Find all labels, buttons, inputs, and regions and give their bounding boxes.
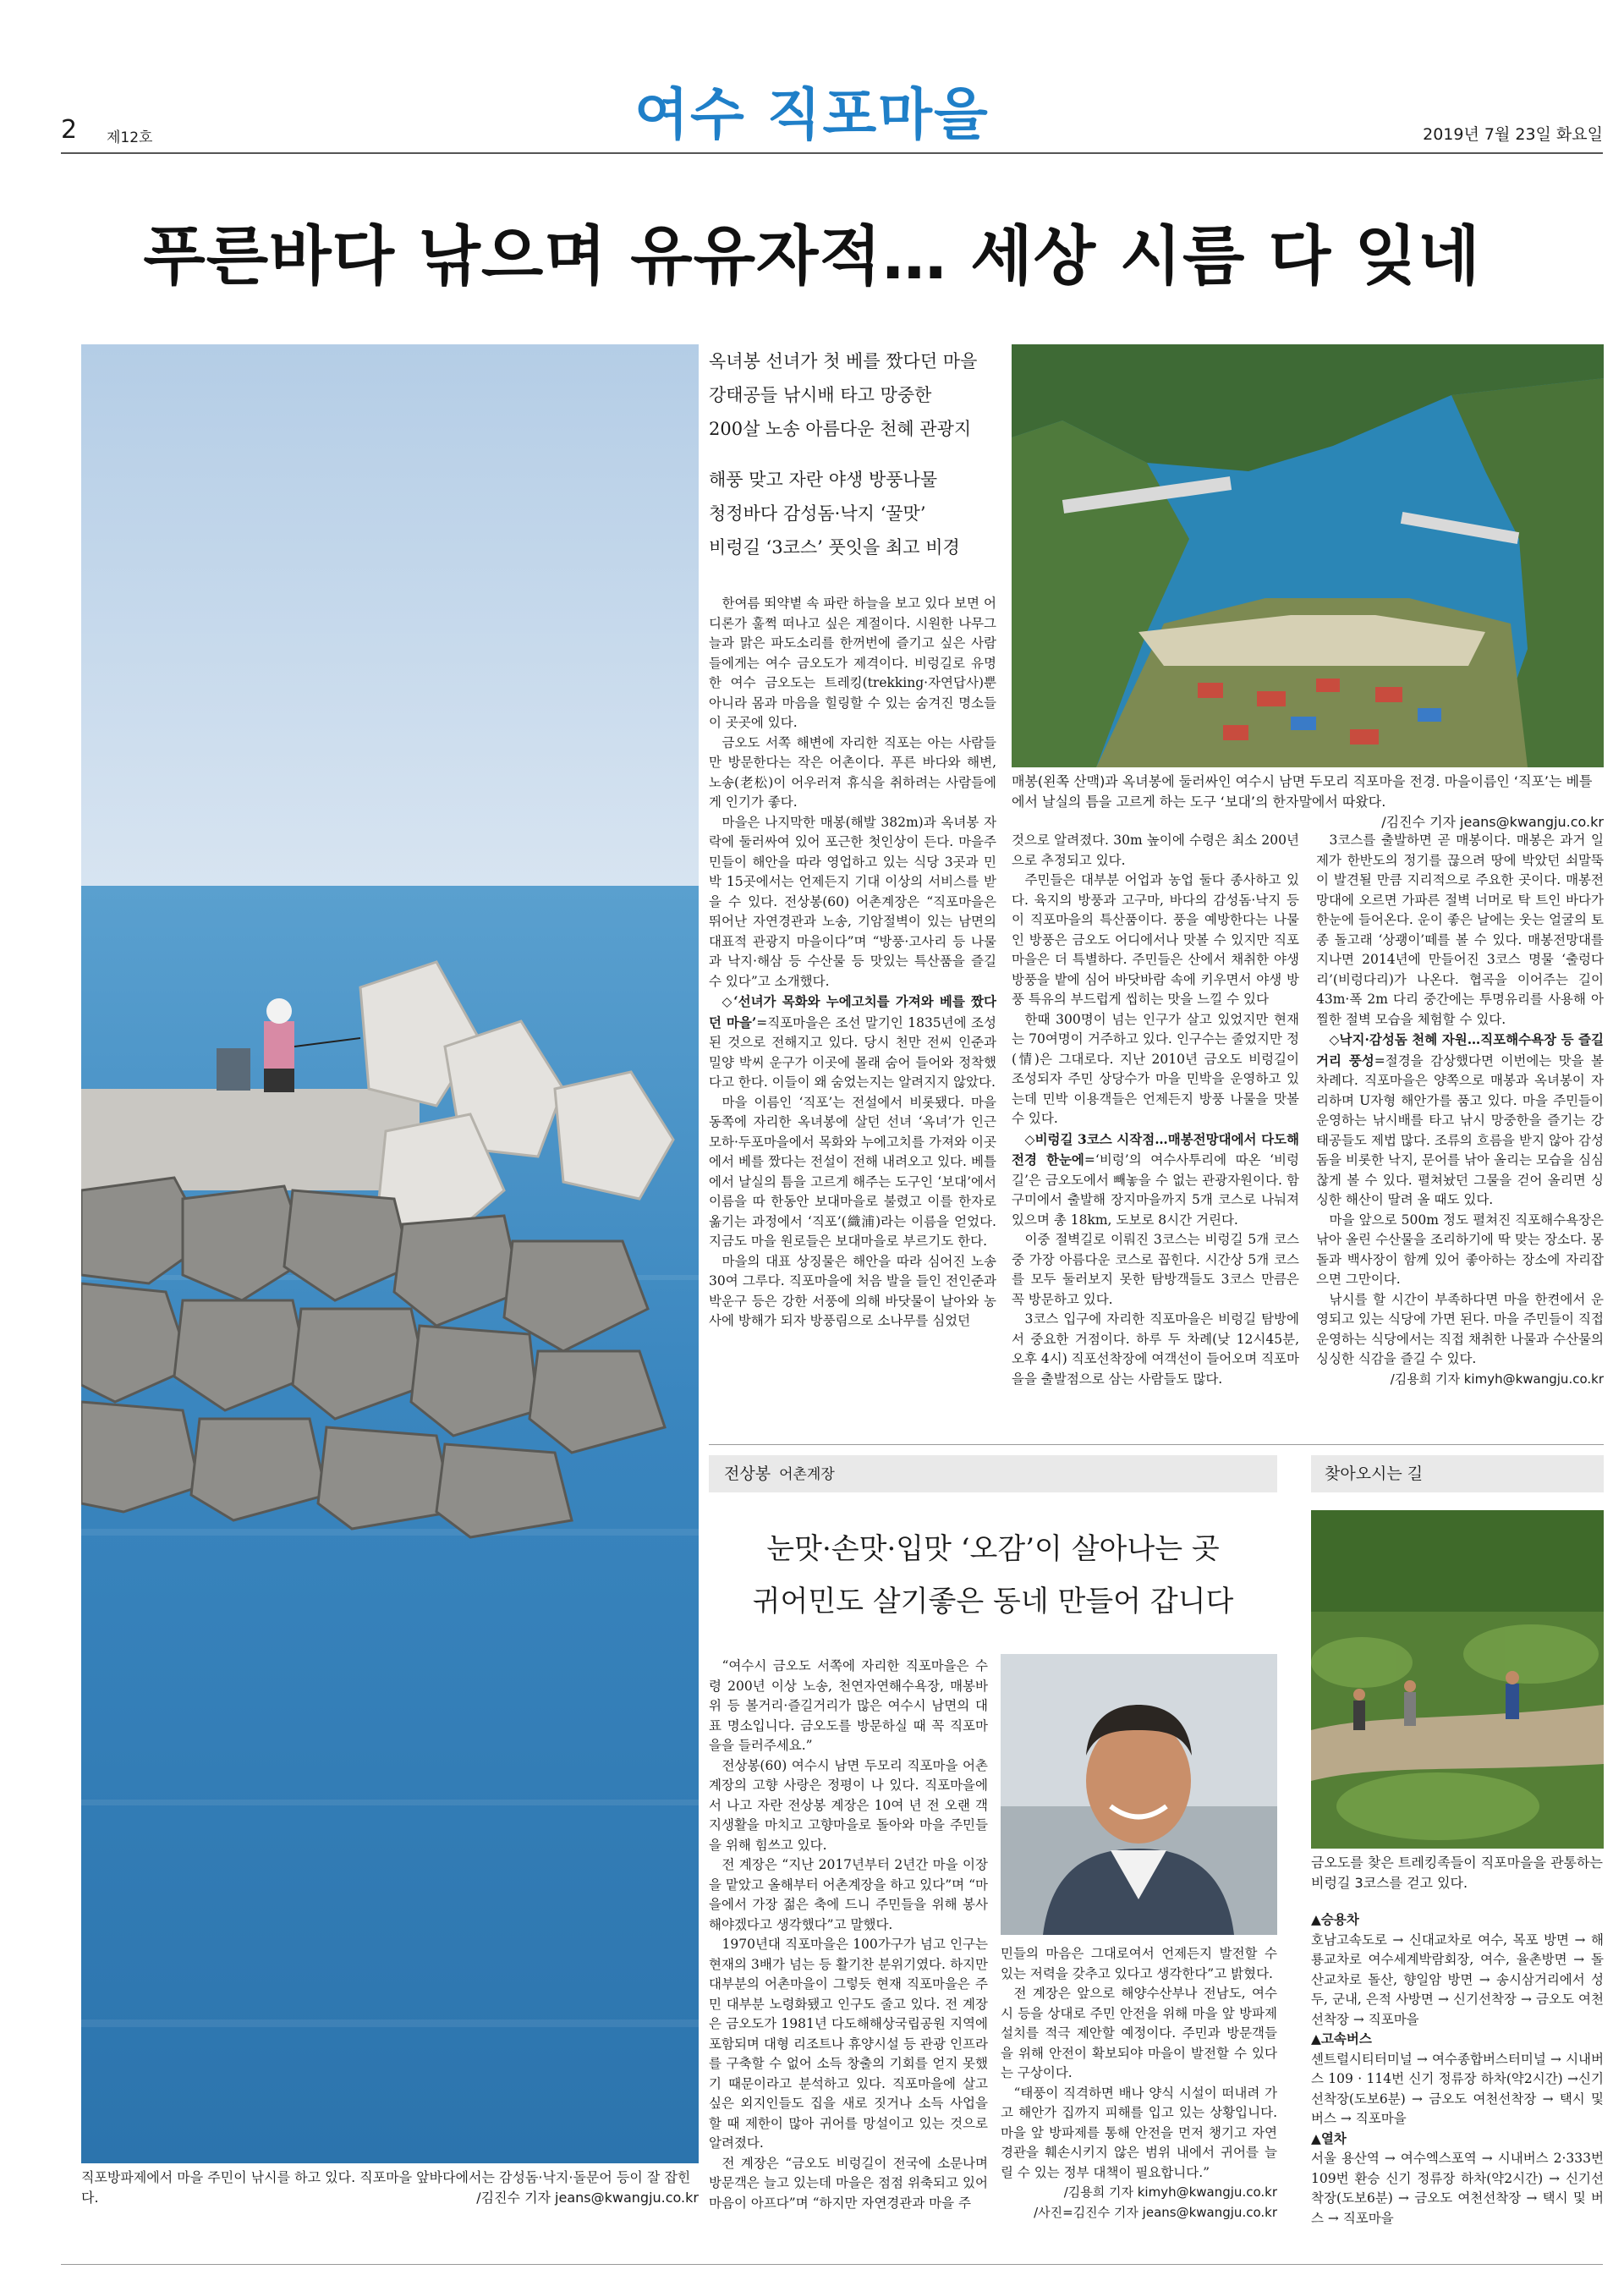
aerial-caption-credit: /김진수 기자 jeans@kwangju.co.kr	[1381, 814, 1604, 830]
directions-route: 호남고속도로 → 신대교차로 여수, 목포 방면 → 해룡교차로 여수세계박람회장, 여수, 율촌방면 → 돌산교차로 돌산, 향일암 방면 → 송시삼거리에서 성두, 군내, 은적 사방면 → 신기선착장 → 금오도 여천선착장 → 직포마을	[1311, 1932, 1604, 2027]
article-paragraph: 마을 이름인 ‘직포’는 전설에서 비롯됐다. 마을 동쪽에 자리한 옥녀봉에 살던 선녀 ‘옥녀’가 인근 모하·두포마을에서 목화와 누에고치를 가져와 이곳에서 베를 짰다는 전설이 전해 내려오고 있다. 베틀에서 날실의 틈을 고르게 해주는 도구인 ‘보대’에서 이름을 따 한동안 보대마을로 불렸고 이를 한자로 옮기는 과정에서 ‘직포’(織浦)라는 이름을 얻었다. 지금도 마을 원로들은 보대마을로 부르기도 한다.	[709, 1094, 996, 1249]
article-credit: /김용희 기자 kimyh@kwangju.co.kr	[1390, 1371, 1604, 1387]
article-paragraph: 낚시를 할 시간이 부족하다면 마을 한켠에서 운영되고 있는 식당에 가면 된다. 마을 주민들이 직접 운영하는 식당에서는 직접 채취한 나물과 수산물의 싱싱한 식감을 즐길 수 있다.	[1316, 1291, 1604, 1366]
trekking-photo	[1311, 1510, 1604, 1849]
interview-paragraph: 전 계장은 “지난 2017년부터 2년간 마을 이장을 맡았고 올해부터 어촌계장을 하고 있다”며 “마을에서 가장 젊은 축에 드니 주민들을 위해 봉사해야겠다고 생각했다”고 말했다.	[709, 1857, 988, 1932]
directions-text	[1311, 1910, 1604, 2228]
article-paragraph: 마을의 대표 상징물은 해안을 따라 심어진 노송 30여 그루다. 직포마을에 처음 발을 들인 전인준과 박운구 등은 강한 서풍에 의해 바닷물이 날아와 농사에 방해가 되자 방풍림으로 소나무를 심었던	[709, 1253, 996, 1328]
article-paragraph: =직포마을은 조선 말기인 1835년에 조성된 것으로 전해지고 있다. 당시 천만 전씨 인준과 밀양 박씨 운구가 이곳에 몰래 숨어 들어와 정착했다고 한다. 이들이 왜 숨었는지는 알려지지 않았다.	[709, 1014, 996, 1090]
section-title: 여수 직포마을	[634, 82, 990, 147]
interview-paragraph: “여수시 금오도 서쪽에 자리한 직포마을은 수령 200년 이상 노송, 천연자연해수욕장, 매봉바위 등 볼거리·즐길거리가 많은 여수시 남면의 대표 명소입니다. 금오도를 방문하실 때 꼭 직포마을을 들러주세요.”	[709, 1658, 988, 1753]
aerial-illustration	[1012, 344, 1604, 767]
article-paragraph: 3코스 입구에 자리한 직포마을은 비렁길 탐방에서 중요한 거점이다. 하루 두 차례(낮 12시45분, 오후 4시) 직포선착장에 여객선이 들어오며 직포마을을 출발점으로 삼는 사람들도 많다.	[1012, 1311, 1300, 1387]
directions-bus	[1311, 2030, 1604, 2129]
directions-mode: ▲열차	[1311, 2130, 1347, 2146]
subhead-line: 200살 노송 아름다운 천혜 관광지	[709, 419, 972, 439]
directions-mode: ▲고속버스	[1311, 2031, 1372, 2047]
article-paragraph: 한때 300명이 넘는 인구가 살고 있었지만 현재는 70여명이 거주하고 있다. 인구수는 줄었지만 정(情)은 그대로다. 지난 2010년 금오도 비렁길이 조성되자 주민 상당수가 마을 민박을 운영하고 있는데 민박 이용객들은 언제든지 방풍 나물을 맛볼 수 있다.	[1012, 1011, 1299, 1126]
article-paragraph: 3코스를 출발하면 곧 매봉이다. 매봉은 과거 일제가 한반도의 정기를 끊으려 땅에 박았던 쇠말뚝이 발견될 만큼 지리적으로 주요한 곳이다. 매봉전망대에 오르면 가파른 절벽 너머로 탁 트인 바다가 한눈에 들어온다. 운이 좋은 날에는 웃는 얼굴의 토종 돌고래 ‘상괭이’떼를 볼 수 있다. 매봉전망대를 지나면 2014년에 만들어진 3코스 명물 ‘출렁다리’(비렁다리)가 나온다. 협곡을 이어주는 길이 43m·폭 2m 다리 중간에는 투명유리를 사용해 아찔한 절벽 모습을 체험할 수 있다.	[1316, 833, 1604, 1027]
main-photo-caption-text: 직포방파제에서 마을 주민이 낚시를 하고 있다. 직포마을 앞바다에서는 감성돔·낙지·돌문어 등이 잘 잡힌다.	[81, 2169, 691, 2206]
directions-mode: ▲승용차	[1311, 1912, 1359, 1927]
interview-paragraph: 민들의 마음은 그대로여서 언제든지 발전할 수 있는 저력을 갖추고 있다고 생각한다”고 밝혔다.	[1001, 1946, 1277, 1981]
article-paragraph: =‘비렁’의 여수사투리에 따온 ‘비렁길’은 금오도에서 빼놓을 수 없는 관광자원이다. 함구미에서 출발해 장지마을까지 5개 코스로 나눠져 있으며 총 18km, 도보로 8시간 거린다.	[1012, 1152, 1300, 1228]
subheads	[709, 344, 1007, 564]
article-column-3	[1316, 831, 1604, 1389]
article-column-2	[1012, 831, 1299, 1389]
breakwater-illustration	[81, 344, 699, 2163]
article-paragraph: 마을은 나지막한 매봉(해발 382m)과 옥녀봉 자락에 둘러싸여 있어 포근한 첫인상이 든다. 마을주민들이 해안을 따라 영업하고 있는 식당 3곳과 민박 15곳에서는 언제든지 기대 이상의 서비스를 받을 수 있다. 전상봉(60) 어촌계장은 “직포마을은 뛰어난 자연경관과 노송, 기암절벽이 있는 남면의 대표적 관광지 마을이다”며 “방풍·고사리 등 나물과 낙지·해삼 등 수산물 등 맛있는 특산품을 즐길 수 있다”고 소개했다.	[709, 814, 996, 989]
interviewee-role: 어촌계장	[779, 1466, 835, 1483]
subhead-line: 강태공들 낚시배 타고 망중한	[709, 385, 932, 405]
trekking-photo-caption: 금오도를 찾은 트레킹족들이 직포마을을 관통하는 비렁길 3코스를 걷고 있다.	[1311, 1855, 1603, 1891]
article-paragraph: 주민들은 대부분 어업과 농업 둘다 종사하고 있다. 육지의 방풍과 고구마, 바다의 감성돔·낙지 등이 직포마을의 특산품이다. 풍을 예방한다는 나물인 방풍은 금오도 어디에서나 맛볼 수 있지만 직포마을은 더 특별하다. 주민들은 산에서 채취한 야생 방풍을 밭에 심어 바닷바람 속에 키우면서 야생 방풍 특유의 부드럽게 씹히는 맛을 느낄 수 있다	[1012, 872, 1299, 1007]
main-photo-caption	[81, 2168, 699, 2208]
interview-headline-line: 눈맛·손맛·입맛 ‘오감’이 살아나는 곳	[766, 1532, 1220, 1566]
main-photo-credit: /김진수 기자 jeans@kwangju.co.kr	[476, 2190, 699, 2206]
article-paragraph: 한여름 뙤약볕 속 파란 하늘을 보고 있다 보면 어디론가 훌쩍 떠나고 싶은 계절이다. 시원한 나무그늘과 맑은 파도소리를 한꺼번에 즐기고 싶은 사람들에게는 여수 금오도가 제격이다. 비렁길로 유명한 여수 금오도는 트레킹(trekking·자연답사)뿐 아니라 몸과 마음을 힐링할 수 있는 숨겨진 명소들이 곳곳에 있다.	[709, 596, 996, 730]
publication-date: 2019년 7월 23일 화요일	[1423, 125, 1603, 144]
directions-label: 찾아오시는 길	[1311, 1455, 1604, 1492]
bottom-rule	[61, 2264, 1603, 2265]
article-paragraph: 것으로 알려졌다. 30m 높이에 수령은 최소 200년으로 추정되고 있다.	[1012, 833, 1299, 868]
directions-car	[1311, 1910, 1604, 2030]
subhead-line: 옥녀봉 선녀가 첫 베를 짰다던 마을	[709, 351, 978, 371]
interview-credit: /김용희 기자 kimyh@kwangju.co.kr	[1063, 2184, 1277, 2200]
interview-paragraph: 전 계장은 앞으로 해양수산부나 전남도, 여수시 등을 상대로 주민 안전을 위해 마을 앞 방파제 설치를 적극 제안할 예정이다. 주민과 방문객들을 위해 안전이 확보되야 마을이 발전할 수 있다는 구상이다.	[1001, 1986, 1277, 2080]
issue-number: 제12호	[107, 129, 153, 146]
interview-paragraph: 전 계장은 “금오도 비렁길이 전국에 소문나며 방문객은 늘고 있는데 마을은 점점 위축되고 있어 마음이 아프다”며 “하지만 자연경관과 마을 주	[709, 2155, 988, 2211]
interview-column-2	[1001, 1944, 1277, 2223]
article-paragraph: 이중 절벽길로 이뤄진 3코스는 비렁길 5개 코스 중 가장 아름다운 코스로 꼽힌다. 시간상 5개 코스를 모두 둘러보지 못한 탐방객들도 3코스 만큼은 꼭 방문하고 있다.	[1012, 1232, 1299, 1307]
top-rule	[61, 152, 1603, 154]
article-column-1	[709, 594, 996, 1332]
article-paragraph: 금오도 서쪽 해변에 자리한 직포는 아는 사람들만 방문한다는 작은 어촌이다. 푸른 바다와 해변, 노송(老松)이 어우러져 휴식을 취하려는 사람들에게 인기가 좋다.	[709, 734, 996, 810]
article-paragraph: 마을 앞으로 500m 정도 펼쳐진 직포해수욕장은 낚아 올린 수산물을 조리하기에 딱 맞는 장소다. 몽돌과 백사장이 함께 있어 좋아하는 장소에 자리잡으면 그만이다.	[1316, 1212, 1604, 1287]
interview-column-1	[709, 1657, 988, 2213]
subhead-line: 비렁길 ‘3코스’ 풋잇을 최고 비경	[709, 537, 960, 558]
interview-photo-credit: /사진=김진수 기자 jeans@kwangju.co.kr	[1034, 2204, 1277, 2220]
subhead-line: 해풍 맞고 자란 야생 방풍나물	[709, 470, 938, 490]
article-paragraph: =절경을 감상했다면 이번에는 맛을 볼 차례다. 직포마을은 양쪽으로 매봉과 옥녀봉이 자리하며 U자형 해안가를 품고 있다. 마을 주민들이 운영하는 낚시배를 타고 낚시 망중한을 즐기는 강태공들도 제법 많다. 조류의 흐름을 받지 않아 감성돔을 비롯한 낙지, 문어를 낚아 올리는 모습을 심심찮게 볼 수 있다. 펼쳐놨던 그물을 걷어 올리면 싱싱한 해산이 딸려 올 때도 있다.	[1316, 1052, 1604, 1207]
interview-headline-line: 귀어민도 살기좋은 동네 만들어 갑니다	[752, 1585, 1234, 1618]
page-number: 2	[61, 115, 78, 145]
trekking-illustration	[1311, 1510, 1604, 1849]
aerial-caption-text: 매봉(왼쪽 산맥)과 옥녀봉에 둘러싸인 여수시 남면 두모리 직포마을 전경. 마을이름인 ‘직포’는 베틀에서 날실의 틈을 고르게 하는 도구 ‘보대’의 한자말에서 따왔다.	[1012, 773, 1593, 810]
interview-paragraph: “태풍이 직격하면 배나 양식 시설이 떠내려 가고 해안가 집까지 피해를 입고 있는 상황입니다. 마을 앞 방파제를 통해 안전을 먼저 챙기고 자연경관을 훼손시키지 않은 범위 내에서 귀어를 늘릴 수 있는 정부 대책이 필요합니다.”	[1001, 2085, 1277, 2180]
interviewee-name: 전상봉	[724, 1464, 771, 1483]
article-subhead: ◇낙지·감성돔 천혜 자원…직포해수욕장 등 즐길거리 풍성	[1316, 1031, 1604, 1069]
article-subhead: ◇‘선녀가 목화와 누에고치를 가져와 베를 짰다던 마을’	[709, 993, 996, 1030]
main-headline: 푸른바다 낚으며 유유자적… 세상 시름 다 잊네	[143, 218, 1481, 294]
aerial-photo-caption	[1012, 772, 1604, 833]
directions-train	[1311, 2129, 1604, 2229]
interview-headline	[709, 1523, 1277, 1628]
interview-label	[709, 1455, 1277, 1492]
directions-route: 서울 용산역 → 여수엑스포역 → 시내버스 2·333번 109번 환승 신기 정류장 하차(약2시간) → 신기선착장(도보6분) → 금오도 여천선착장 → 택시 및 버스 → 직포마을	[1311, 2151, 1604, 2226]
directions-route: 센트럴시티터미널 → 여수종합버스터미널 → 시내버스 109 · 114번 신기 정류장 하차(약2시간) →신기선착장(도보6분) → 금오도 여천선착장 → 택시 및 버스 → 직포마을	[1311, 2051, 1604, 2126]
portrait-illustration	[1001, 1654, 1277, 1935]
interview-paragraph: 1970년대 직포마을은 100가구가 넘고 인구는 현재의 3배가 넘는 등 활기찬 분위기였다. 하지만 대부분의 어촌마을이 그렇듯 현재 직포마을은 주민 대부분 노령화됐고 인구도 줄고 있다. 전 계장은 금오도가 1981년 다도해해상국립공원 지역에 포함되며 대형 리조트나 휴양시설 등 관광 인프라를 구축할 수 없어 소득 창출의 기회를 얻지 못했기 때문이라고 분석하고 있다. 직포마을에 살고 싶은 외지인들도 집을 새로 짓거나 소득 사업을 할 때 제한이 많아 귀어를 망설이고 있는 것으로 알려졌다.	[709, 1937, 988, 2151]
subhead-line: 청정바다 감성돔·낙지 ‘꿀맛’	[709, 503, 926, 524]
article-subhead: ◇비렁길 3코스 시작점…매봉전망대에서 다도해 전경 한눈에	[1012, 1130, 1299, 1168]
mid-rule	[709, 1444, 1604, 1445]
breakwater-fishing-photo	[81, 344, 699, 2163]
village-aerial-photo	[1012, 344, 1604, 767]
interviewee-portrait	[1001, 1654, 1277, 1935]
interview-paragraph: 전상봉(60) 여수시 남면 두모리 직포마을 어촌계장의 고향 사랑은 정평이 나 있다. 직포마을에서 나고 자란 전상봉 계장은 10여 년 전 오랜 객지생활을 마치고 고향마을로 돌아와 마을 주민들을 위해 힘쓰고 있다.	[709, 1757, 988, 1853]
